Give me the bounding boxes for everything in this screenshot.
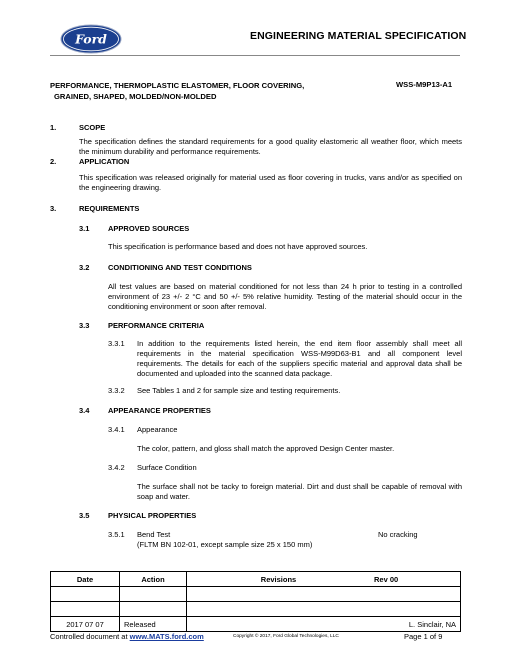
section-3-4-heading: APPEARANCE PROPERTIES bbox=[108, 406, 211, 415]
table-row bbox=[51, 602, 461, 617]
section-3-3-2-text: See Tables 1 and 2 for sample size and testing requirements. bbox=[137, 386, 341, 395]
spec-title-line-1: PERFORMANCE, THERMOPLASTIC ELASTOMER, FLOOR COVERING, bbox=[50, 81, 305, 90]
footer-controlled-prefix: Controlled document at bbox=[50, 632, 130, 641]
footer-page-number: Page 1 of 9 bbox=[404, 632, 443, 641]
ford-logo bbox=[60, 24, 122, 54]
section-3-5-1-method: (FLTM BN 102-01, except sample size 25 x 150 mm) bbox=[137, 540, 313, 549]
revision-action: Released bbox=[120, 617, 187, 632]
section-2-heading: APPLICATION bbox=[79, 157, 130, 166]
section-3-heading: REQUIREMENTS bbox=[79, 204, 140, 213]
col-date: Date bbox=[51, 572, 120, 587]
section-3-5-number: 3.5 bbox=[79, 511, 90, 520]
section-3-3-1-text: In addition to the requirements listed herein, the end item floor assembly shall meet all requirements in the material specification WSS-M99D63-B1 and all component level requirements. The details for each of the suppliers specific material and approval data shall be documented and uploaded into the scanned data package. bbox=[137, 339, 462, 378]
section-3-3-number: 3.3 bbox=[79, 321, 90, 330]
spec-title-line-2: GRAINED, SHAPED, MOLDED/NON-MOLDED bbox=[54, 92, 217, 101]
section-3-4-1-number: 3.4.1 bbox=[108, 425, 125, 434]
table-row bbox=[51, 587, 461, 602]
section-2-number: 2. bbox=[50, 157, 57, 166]
revision-author: L. Sinclair, NA bbox=[187, 617, 461, 632]
section-3-3-1-number: 3.3.1 bbox=[108, 339, 125, 348]
section-2-text: This specification was released originally for material used as floor covering in trucks, vans and/or as specified on the engineering drawing. bbox=[79, 173, 462, 192]
spec-title bbox=[50, 80, 350, 102]
section-3-2-heading: CONDITIONING AND TEST CONDITIONS bbox=[108, 263, 252, 272]
section-1-number: 1. bbox=[50, 123, 57, 132]
section-3-4-1-text: The color, pattern, and gloss shall match the approved Design Center master. bbox=[137, 444, 395, 453]
footer-copyright: Copyright © 2017, Ford Global Technologies, LLC bbox=[233, 634, 339, 639]
section-3-4-2-title: Surface Condition bbox=[137, 463, 197, 472]
section-1-text: The specification defines the standard requirements for a good quality elastomeric all weather floor, which meets the minimum durability and performance requirements. bbox=[79, 137, 462, 156]
section-3-2-number: 3.2 bbox=[79, 263, 90, 272]
revision-table-header bbox=[51, 572, 461, 587]
section-3-2-text: All test values are based on material conditioned for not less than 24 h prior to testing in a controlled environment of 23 +/- 2 °C and 50 +/- 5% relative humidity. Testing of the material should occur in the conditioning environment or soon after removal. bbox=[108, 282, 462, 311]
section-3-4-1-title: Appearance bbox=[137, 425, 178, 434]
col-revisions: Revisions bbox=[187, 572, 371, 587]
section-3-1-heading: APPROVED SOURCES bbox=[108, 224, 190, 233]
spec-number: WSS-M9P13-A1 bbox=[396, 80, 453, 89]
section-3-5-1-number: 3.5.1 bbox=[108, 530, 125, 539]
footer-controlled bbox=[50, 632, 204, 641]
mats-link[interactable]: www.MATS.ford.com bbox=[129, 632, 204, 641]
logo-wordmark: Ford bbox=[75, 31, 107, 47]
section-3-4-number: 3.4 bbox=[79, 406, 90, 415]
section-3-4-2-text: The surface shall not be tacky to foreign material. Dirt and dust shall be capable of removal with soap and water. bbox=[137, 482, 462, 501]
document-title: ENGINEERING MATERIAL SPECIFICATION bbox=[250, 30, 467, 42]
section-3-3-heading: PERFORMANCE CRITERIA bbox=[108, 321, 205, 330]
section-3-1-number: 3.1 bbox=[79, 224, 90, 233]
section-3-4-2-number: 3.4.2 bbox=[108, 463, 125, 472]
header-divider bbox=[50, 55, 460, 56]
section-1-heading: SCOPE bbox=[79, 123, 106, 132]
section-3-number: 3. bbox=[50, 204, 57, 213]
revision-date: 2017 07 07 bbox=[51, 617, 120, 632]
col-action: Action bbox=[120, 572, 187, 587]
section-3-5-1-title: Bend Test bbox=[137, 530, 171, 539]
section-3-5-heading: PHYSICAL PROPERTIES bbox=[108, 511, 197, 520]
section-3-1-text: This specification is performance based and does not have approved sources. bbox=[108, 242, 368, 251]
section-3-3-2-number: 3.3.2 bbox=[108, 386, 125, 395]
section-3-5-1-result: No cracking bbox=[378, 530, 418, 539]
revision-table bbox=[50, 571, 461, 632]
col-rev: Rev 00 bbox=[370, 572, 461, 587]
table-row bbox=[51, 617, 461, 632]
